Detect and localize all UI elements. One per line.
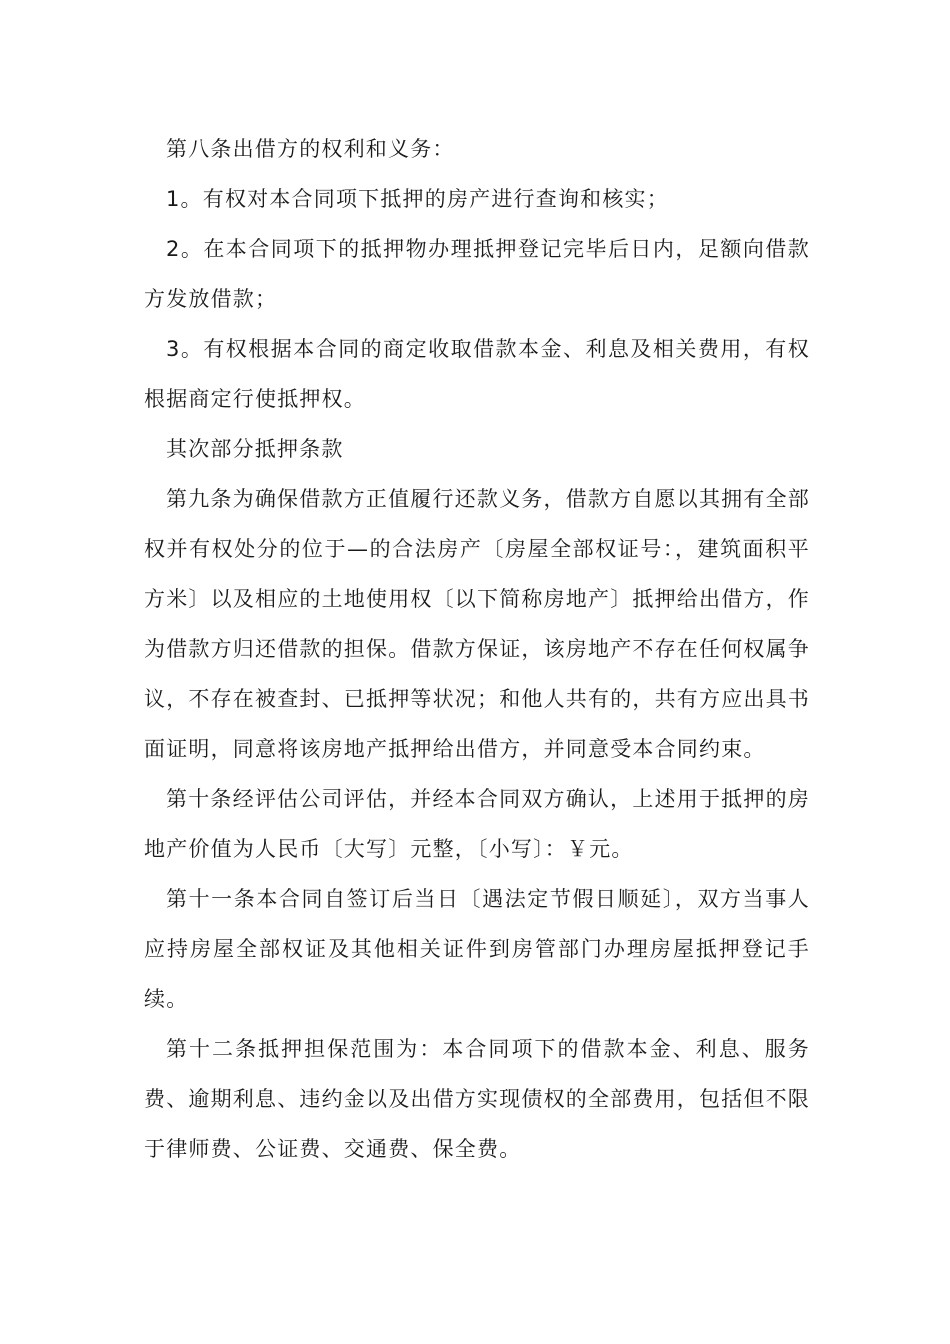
paragraph-item-3: 3。有权根据本合同的商定收取借款本金、利息及相关费用，有权根据商定行使抵押权。	[144, 337, 810, 411]
paragraph-item-2: 2。在本合同项下的抵押物办理抵押登记完毕后日内，足额向借款方发放借款；	[144, 237, 810, 311]
section-heading-mortgage-terms: 其次部分抵押条款	[166, 437, 344, 461]
paragraph-article-11: 第十一条本合同自签订后当日〔遇法定节假日顺延〕，双方当事人应持房屋全部权证及其他相关证件到房管部门办理房屋抵押登记手续。	[144, 887, 810, 1011]
document-body	[144, 124, 810, 1174]
paragraph-item-1: 1。有权对本合同项下抵押的房产进行查询和核实；	[166, 187, 669, 211]
paragraph-article-9: 第九条为确保借款方正值履行还款义务，借款方自愿以其拥有全部权并有权处分的位于—的合法房产〔房屋全部权证号：，建筑面积平方米〕以及相应的土地使用权〔以下简称房地产〕抵押给出借方，作为借款方归还借款的担保。借款方保证，该房地产不存在任何权属争议，不存在被查封、已抵押等状况；和他人共有的，共有方应出具书面证明，同意将该房地产抵押给出借方，并同意受本合同约束。	[144, 487, 810, 761]
paragraph-article-12: 第十二条抵押担保范围为：本合同项下的借款本金、利息、服务费、逾期利息、违约金以及出借方实现债权的全部费用，包括但不限于律师费、公证费、交通费、保全费。	[144, 1037, 810, 1161]
paragraph-article-8-heading: 第八条出借方的权利和义务：	[166, 137, 455, 161]
paragraph-article-10: 第十条经评估公司评估，并经本合同双方确认，上述用于抵押的房地产价值为人民币〔大写〕元整，〔小写〕：￥元。	[144, 787, 810, 861]
